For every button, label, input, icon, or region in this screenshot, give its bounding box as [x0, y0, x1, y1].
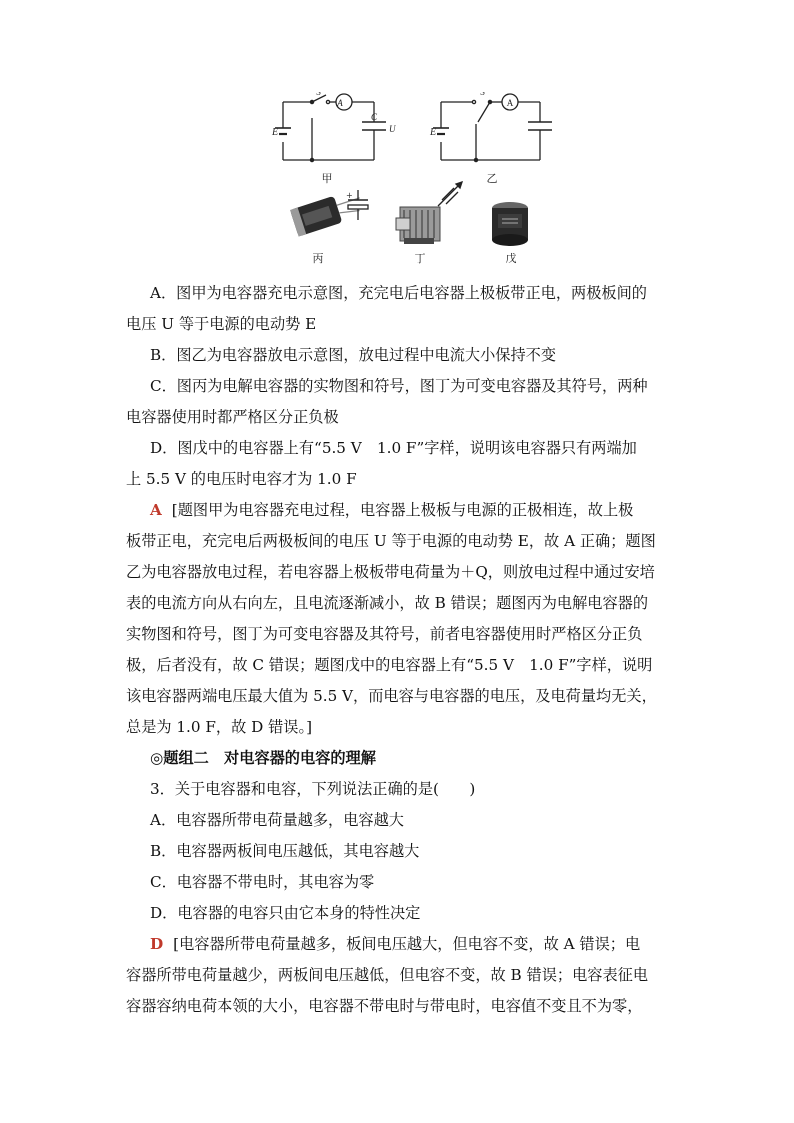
q2-explanation-line7: 该电容器两端电压最大值为 5.5 V，而电容与电容器的电压，及电荷量均无关， — [126, 687, 657, 705]
ammeter-symbol-yi: A — [506, 98, 514, 108]
q2-answer: A — [150, 501, 162, 519]
q2-explanation-line6: 极，后者没有，故 C 错误；题图戊中的电容器上有“5.5 V 1.0 F”字样，说明 — [126, 656, 653, 674]
electrolytic-capacitor-symbol — [346, 190, 368, 220]
capacitor-label-jia: C — [371, 112, 378, 122]
figure-label-ding: 丁 — [414, 252, 426, 265]
q3-option-a: A．电容器所带电荷量越多，电容越大 — [150, 811, 404, 829]
q2-explanation-line8: 总是为 1.0 F，故 D 错误。] — [126, 718, 313, 736]
q2-explanation-line1 — [150, 495, 680, 526]
electrolytic-capacitor-image — [290, 188, 365, 236]
switch-label-jia: S — [316, 92, 322, 97]
q2-explanation-text1: [题图甲为电容器充电过程，电容器上极板与电源的正极相连，故上极 — [171, 501, 634, 519]
circuit-figures — [0, 92, 794, 272]
q2-explanation-line3: 乙为电容器放电过程，若电容器上极板带电荷量为＋Q，则放电过程中通过安培 — [126, 563, 655, 581]
figure-label-jia: 甲 — [321, 172, 333, 185]
svg-text:+: + — [346, 191, 353, 200]
supercapacitor-image — [492, 202, 528, 246]
battery-label-yi: E — [430, 127, 437, 138]
switch-label-yi: S — [480, 92, 486, 97]
q3-option-c: C．电容器不带电时，其电容为零 — [150, 873, 375, 891]
q3-explanation-line3: 容器容纳电荷本领的大小，电容器不带电时与带电时，电容值不变且不为零， — [126, 997, 643, 1015]
question-body — [126, 278, 680, 1022]
q3-explanation-line2: 容器所带电荷量越少，两板间电压越低，但电容不变，故 B 错误；电容表征电 — [126, 966, 649, 984]
q3-explanation-line1 — [150, 929, 680, 960]
circuit-yi — [433, 94, 552, 162]
q3-option-d: D．电容器的电容只由它本身的特性决定 — [150, 904, 421, 922]
variable-capacitor-symbol — [438, 182, 462, 206]
q2-explanation-line4: 表的电流方向从右向左，且电流逐渐减小，故 B 错误；题图丙为电解电容器的 — [126, 594, 649, 612]
figure-area — [0, 92, 794, 272]
q2-option-d-line2: 上 5.5 V 的电压时电容才为 1.0 F — [126, 470, 357, 488]
q2-option-b: B．图乙为电容器放电示意图，放电过程中电流大小保持不变 — [150, 346, 557, 364]
circuit-jia — [275, 94, 386, 162]
q3-explanation-text1: [电容器所带电荷量越多，板间电压越大，但电容不变，故 A 错误；电 — [173, 935, 641, 953]
figure-label-bing: 丙 — [312, 252, 324, 265]
variable-capacitor-image — [396, 207, 440, 244]
figure-label-wu: 戊 — [505, 252, 517, 265]
ammeter-symbol-jia: A — [337, 98, 343, 108]
voltage-label-jia: U — [389, 124, 396, 134]
q2-explanation-line2: 板带正电，充完电后两极板间的电压 U 等于电源的电动势 E，故 A 正确；题图 — [126, 532, 656, 550]
group2-title: ◎题组二 对电容器的电容的理解 — [150, 749, 376, 767]
q2-option-a-line1: A．图甲为电容器充电示意图，充完电后电容器上极板带正电，两极板间的 — [150, 284, 647, 302]
q2-option-d-line1: D．图戊中的电容器上有“5.5 V 1.0 F”字样，说明该电容器只有两端加 — [150, 439, 637, 457]
q2-option-a-line2: 电压 U 等于电源的电动势 E — [126, 315, 317, 333]
battery-label-jia: E — [272, 127, 279, 138]
q2-option-c-line2: 电容器使用时都严格区分正负极 — [126, 408, 339, 426]
q3-stem: 3．关于电容器和电容，下列说法正确的是( ) — [150, 780, 476, 798]
q2-explanation-line5: 实物图和符号，图丁为可变电容器及其符号，前者电容器使用时严格区分正负 — [126, 625, 643, 643]
q2-option-c-line1: C．图丙为电解电容器的实物图和符号，图丁为可变电容器及其符号，两种 — [150, 377, 648, 395]
q3-answer: D — [150, 935, 164, 953]
figure-label-yi: 乙 — [486, 172, 498, 185]
q3-option-b: B．电容器两板间电压越低，其电容越大 — [150, 842, 420, 860]
